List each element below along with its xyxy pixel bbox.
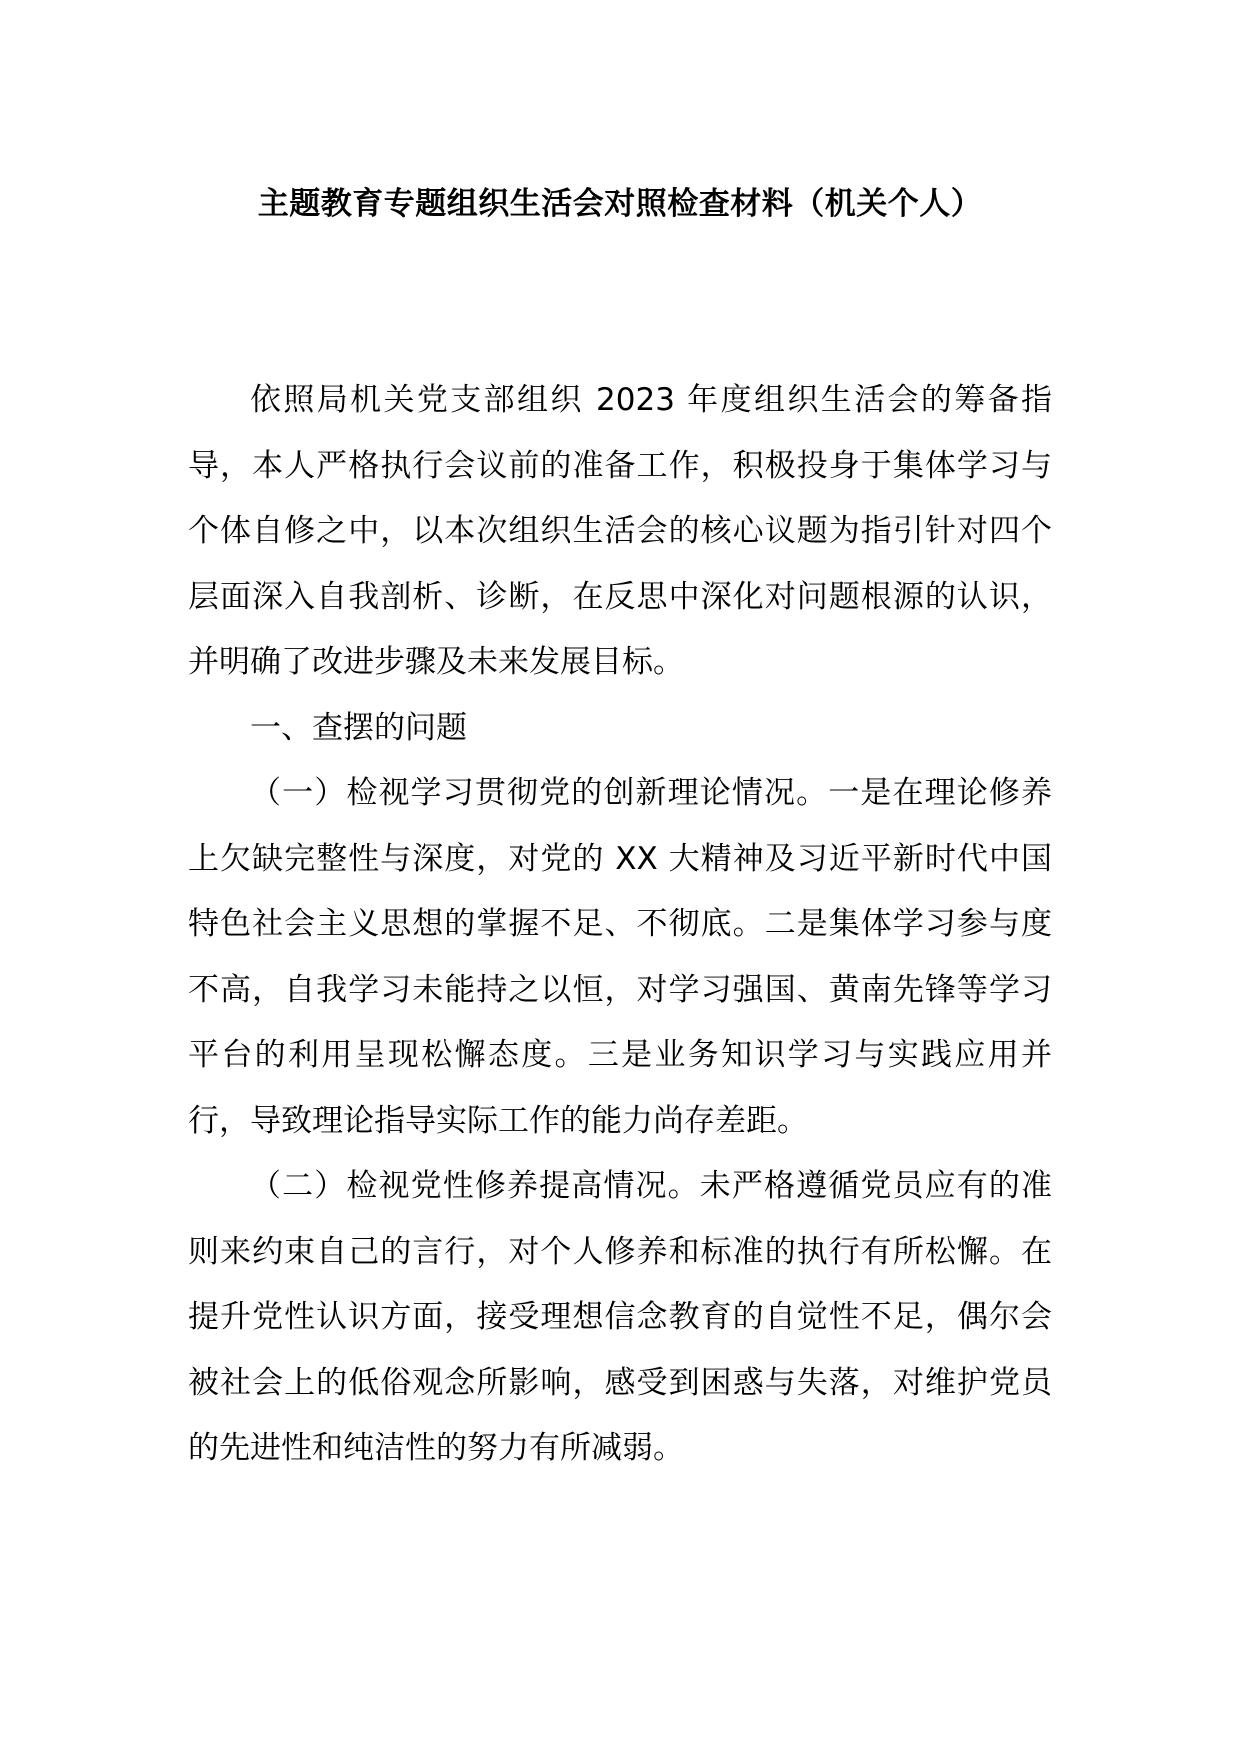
paragraph-theory-study: （一）检视学习贯彻党的创新理论情况。一是在理论修养上欠缺完整性与深度，对党的 XX 大精神及习近平新时代中国特色社会主义思想的掌握不足、不彻底。二是集体学习参与度不高，自我学习未能持之以恒，对学习强国、黄南先锋等学习平台的利用呈现松懈态度。三是业务知识学习与实践应用并行，导致理论指导实际工作的能力尚存差距。	[188, 775, 1052, 1139]
intro-paragraph: 依照局机关党支部组织 2023 年度组织生活会的筹备指导，本人严格执行会议前的准备工作，积极投身于集体学习与个体自修之中，以本次组织生活会的核心议题为指引针对四个层面深入自我剖析、诊断，在反思中深化对问题根源的认识，并明确了改进步骤及未来发展目标。	[188, 382, 1052, 680]
paragraph-party-spirit: （二）检视党性修养提高情况。未严格遵循党员应有的准则来约束自己的言行，对个人修养和标准的执行有所松懈。在提升党性认识方面，接受理想信念教育的自觉性不足，偶尔会被社会上的低俗观念所影响，感受到困惑与失落，对维护党员的先进性和纯洁性的努力有所减弱。	[188, 1168, 1052, 1466]
document-title: 主题教育专题组织生活会对照检查材料（机关个人）	[257, 186, 983, 222]
document-body	[188, 368, 1052, 1482]
section-heading-problems: 一、查摆的问题	[250, 709, 467, 746]
